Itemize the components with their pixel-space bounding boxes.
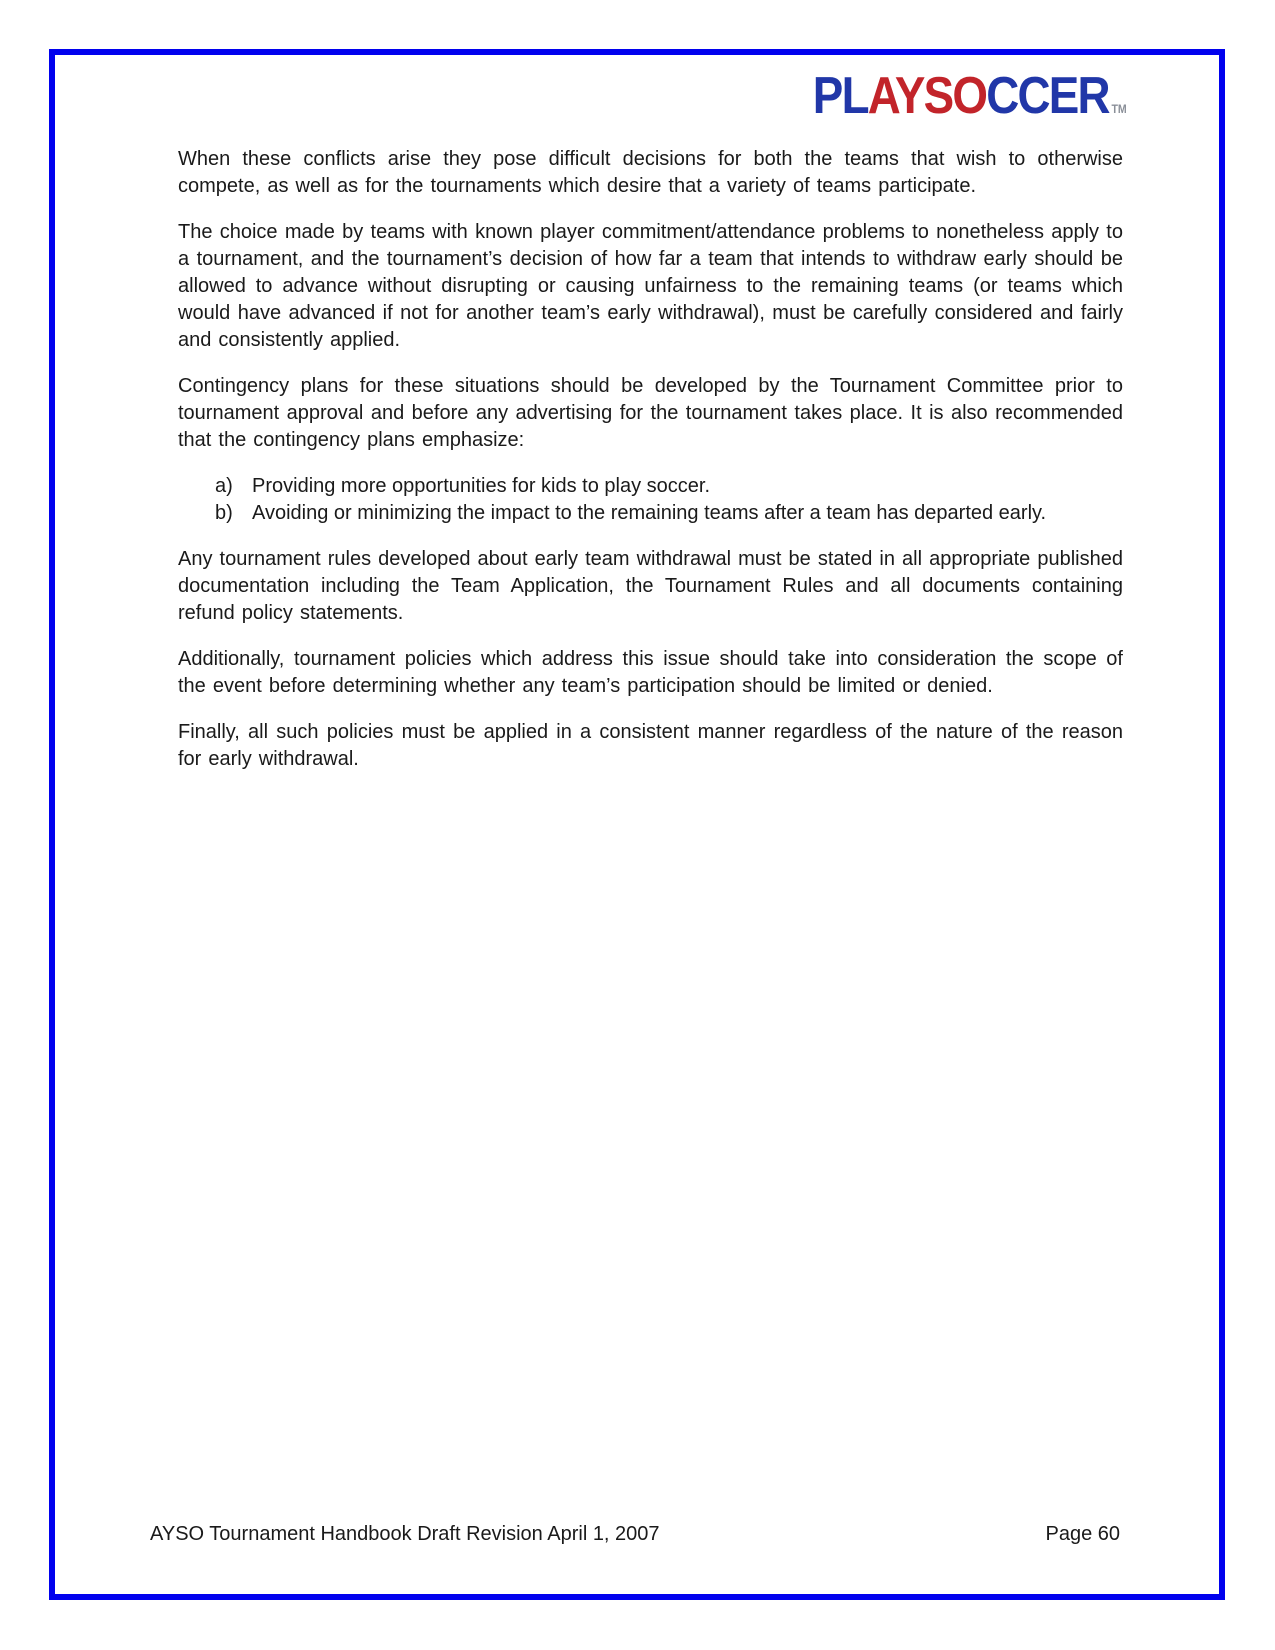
contingency-list xyxy=(178,473,1123,527)
logo-segment-pl: PL xyxy=(813,67,869,125)
list-marker-b: b) xyxy=(215,502,233,524)
paragraph-rules: Any tournament rules developed about early team withdrawal must be stated in all appropriate published documentation including the Team Application, the Tournament Rules and all documents containing refund policy statements. xyxy=(178,548,1123,624)
footer-page-number: Page 60 xyxy=(1045,1523,1120,1545)
list-item-text: Avoiding or minimizing the impact to the remaining teams after a team has departed early. xyxy=(252,502,1047,524)
list-item xyxy=(178,500,1123,527)
body-content xyxy=(178,146,1123,792)
trademark-symbol: TM xyxy=(1111,102,1127,116)
playsoccer-logo xyxy=(813,67,1127,125)
paragraph-choice: The choice made by teams with known player commitment/attendance problems to nonetheless apply to a tournament, and the tournament’s decision of how far a team that intends to withdraw early should be allowed to advance without disrupting or causing unfairness to the remaining teams (or teams which would have advanced if not for another team’s early withdrawal), must be carefully considered and fairly and consistently applied. xyxy=(178,221,1123,351)
list-item-text: Providing more opportunities for kids to play soccer. xyxy=(252,475,710,497)
list-item xyxy=(178,473,1123,500)
logo-segment-ccer: CCER xyxy=(986,67,1110,125)
list-marker-a: a) xyxy=(215,475,233,497)
paragraph-finally: Finally, all such policies must be applied in a consistent manner regardless of the nature of the reason for early withdrawal. xyxy=(178,721,1123,770)
footer-document-title: AYSO Tournament Handbook Draft Revision April 1, 2007 xyxy=(150,1523,660,1545)
logo-segment-ayso: AYSO xyxy=(868,67,987,125)
paragraph-conflicts: When these conflicts arise they pose difficult decisions for both the teams that wish to otherwise compete, as well as for the tournaments which desire that a variety of teams participate. xyxy=(178,148,1123,197)
paragraph-contingency: Contingency plans for these situations should be developed by the Tournament Committee prior to tournament approval and before any advertising for the tournament takes place. It is also recommended that the contingency plans emphasize: xyxy=(178,375,1123,451)
paragraph-policies-scope: Additionally, tournament policies which address this issue should take into consideration the scope of the event before determining whether any team’s participation should be limited or denied. xyxy=(178,648,1123,697)
page-footer xyxy=(150,1521,1120,1547)
